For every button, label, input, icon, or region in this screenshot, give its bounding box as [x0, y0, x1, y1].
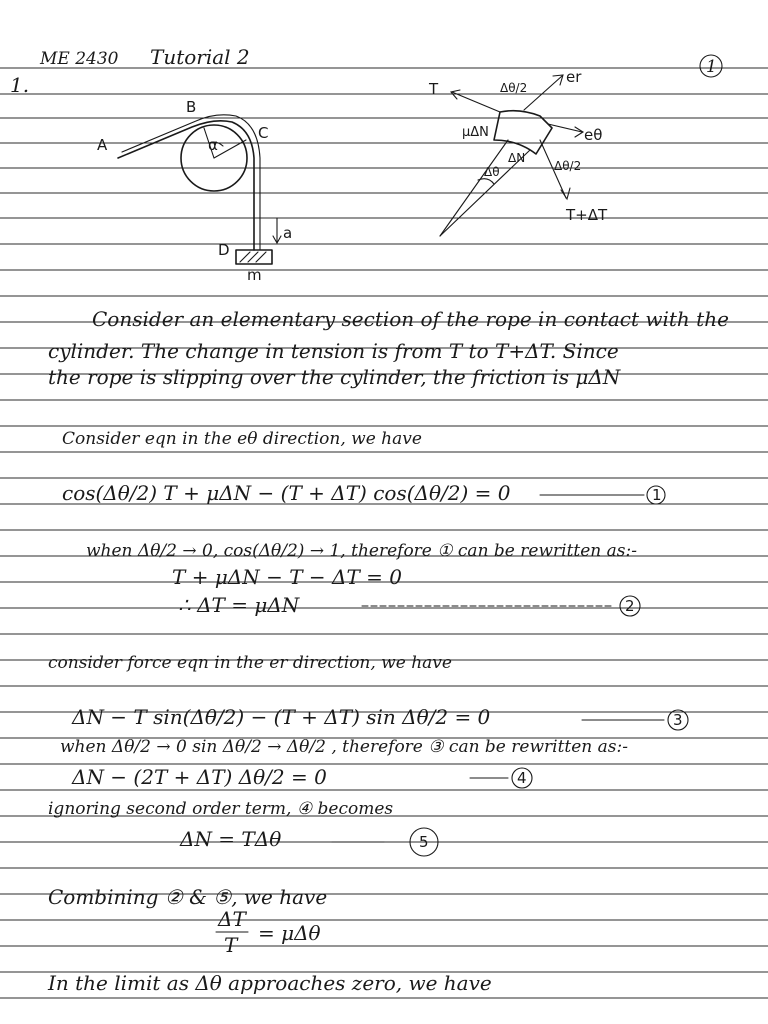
equation-1-tag: 1	[652, 486, 662, 504]
er-arrow	[524, 76, 562, 110]
radial-line-1	[440, 140, 508, 236]
equation-1b: T + μΔN − T − ΔT = 0	[172, 565, 403, 589]
label-tension: T	[429, 80, 439, 98]
page-header	[10, 45, 722, 97]
equation-6-denominator: T	[224, 933, 238, 957]
label-mass: m	[247, 266, 262, 284]
ruled-lines	[0, 68, 768, 998]
paragraph-1-line-3: the rope is slipping over the cylinder, the friction is μΔN	[48, 365, 621, 389]
page-number: 1	[706, 57, 717, 77]
paragraph-8: In the limit as Δθ approaches zero, we have	[48, 971, 492, 995]
label-dtheta: Δθ	[484, 165, 500, 179]
equation-6-numerator: ΔT	[218, 907, 246, 931]
page-title: Tutorial 2	[150, 45, 250, 69]
paragraph-1-line-1: Consider an elementary section of the rope in contact with the	[92, 307, 729, 331]
equation-2-tag: 2	[625, 597, 635, 615]
paragraph-2: Consider eqn in the eθ direction, we have	[62, 429, 422, 449]
dtheta-arc	[478, 179, 494, 184]
label-accel: a	[283, 224, 293, 242]
paragraph-1-line-2: cylinder. The change in tension is from T to T+ΔT. Since	[48, 339, 619, 363]
paragraph-7: Combining ② & ⑤, we have	[48, 885, 328, 909]
paragraph-4: consider force eqn in the er direction, we have	[48, 653, 452, 673]
equation-6-rhs: = μΔθ	[258, 921, 321, 945]
rope-cylinder-figure	[97, 98, 292, 284]
label-tension-plus: T+ΔT	[566, 206, 608, 224]
label-half-angle-bottom: Δθ/2	[554, 159, 582, 173]
label-c: C	[258, 124, 269, 142]
paragraph-3: when Δθ/2 → 0, cos(Δθ/2) → 1, therefore ① can be rewritten as:-	[86, 541, 637, 561]
paragraph-6: ignoring second order term, ④ becomes	[48, 799, 394, 819]
label-normal: ΔN	[508, 151, 526, 165]
equation-4: ΔN − (2T + ΔT) Δθ/2 = 0	[72, 765, 327, 789]
free-body-diagram	[428, 68, 608, 236]
equation-5-tag: 5	[419, 833, 429, 851]
equation-5: ΔN = TΔθ	[180, 827, 282, 851]
label-alpha: α	[208, 136, 218, 154]
equation-4-tag: 4	[517, 769, 527, 787]
label-b: B	[186, 98, 197, 116]
equation-3: ΔN − T sin(Δθ/2) − (T + ΔT) sin Δθ/2 = 0	[72, 705, 491, 729]
problem-number: 1.	[10, 73, 30, 97]
label-d: D	[218, 241, 230, 259]
label-half-angle-top: Δθ/2	[500, 81, 528, 95]
label-er: er	[566, 68, 582, 86]
solution-text	[47, 307, 729, 995]
course-code: ME 2430	[40, 49, 119, 69]
equation-1: cos(Δθ/2) T + μΔN − (T + ΔT) cos(Δθ/2) = 0	[62, 481, 511, 505]
label-etheta: eθ	[584, 126, 603, 144]
equation-3-tag: 3	[673, 711, 683, 729]
tension-arrow	[452, 92, 500, 112]
paragraph-5: when Δθ/2 → 0 sin Δθ/2 → Δθ/2 , therefore ③ can be rewritten as:-	[60, 737, 628, 757]
label-a: A	[97, 136, 108, 154]
equation-2: ∴ ΔT = μΔN	[178, 593, 300, 617]
mass-block	[236, 250, 272, 264]
label-friction: μΔN	[462, 125, 489, 140]
